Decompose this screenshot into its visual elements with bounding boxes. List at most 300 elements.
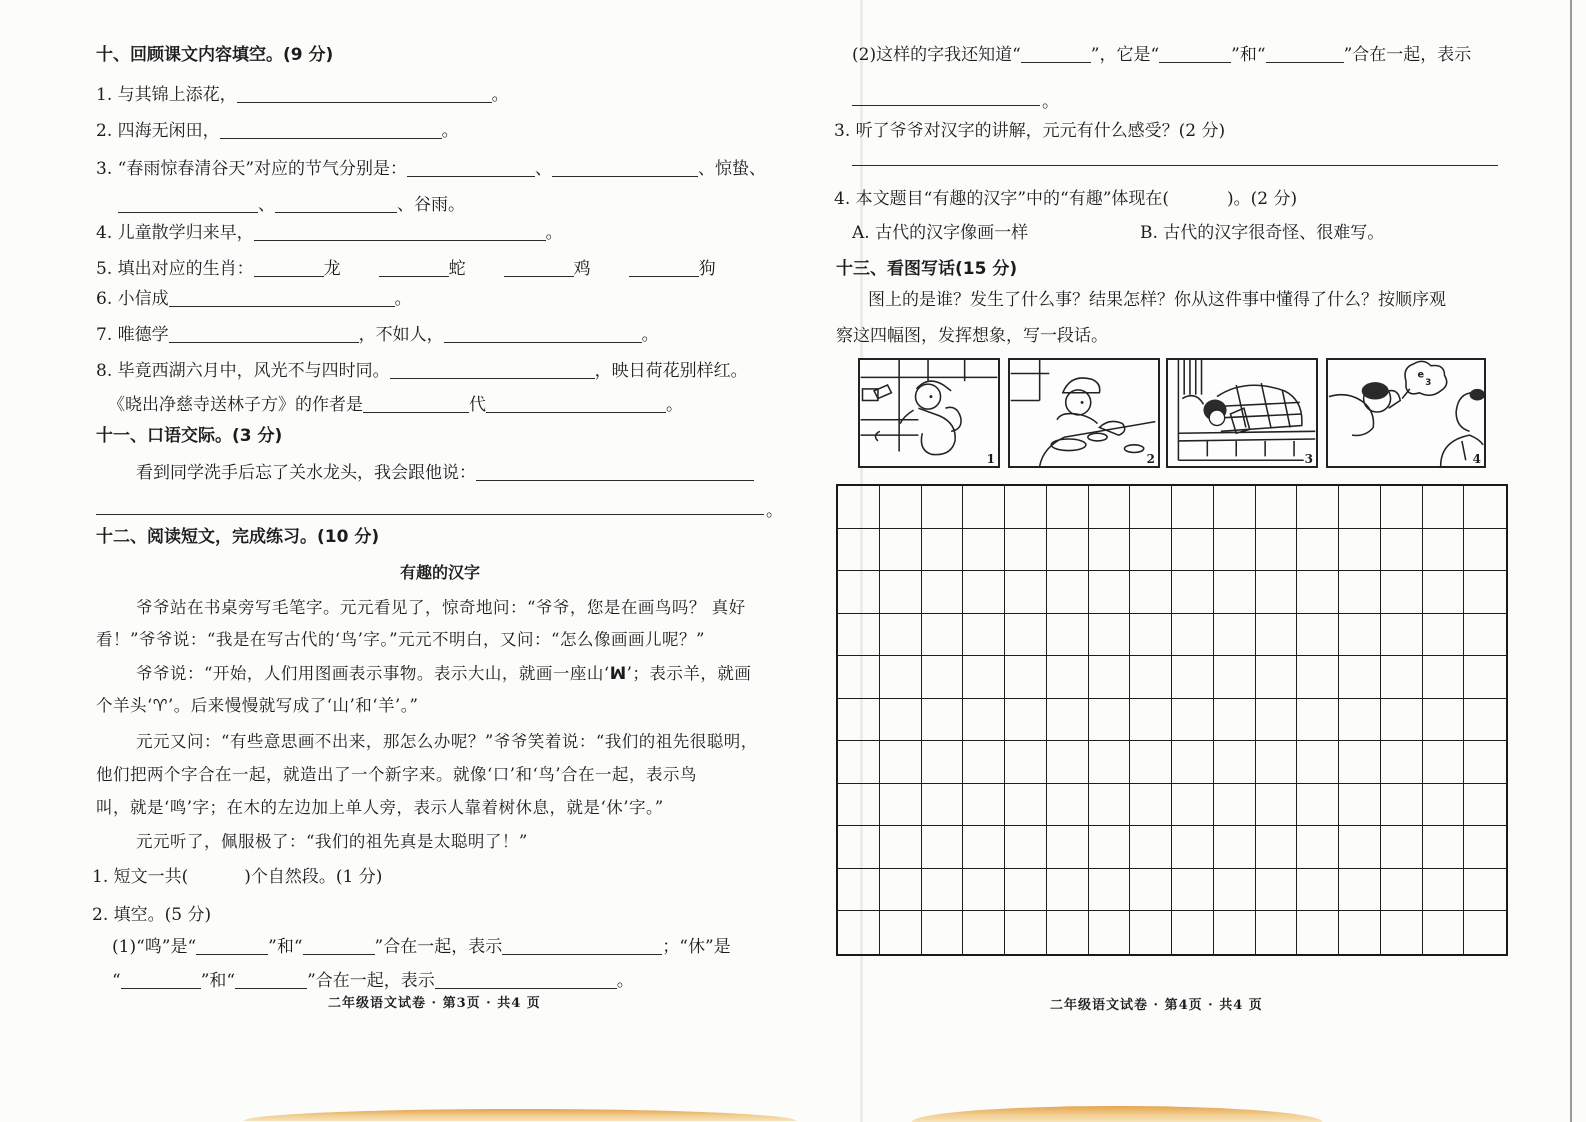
writing-cell[interactable] — [1381, 911, 1423, 954]
answer-blank[interactable] — [629, 259, 699, 277]
question-12-3: 3. 听了爷爷对汉字的讲解，元元有什么感受？(2 分) — [834, 121, 1226, 141]
question-text: ”和“ — [268, 937, 303, 957]
writing-cell[interactable] — [1381, 571, 1423, 614]
question-text: ”合在一起，表示 — [307, 971, 435, 991]
answer-blank[interactable] — [169, 289, 395, 307]
writing-cell[interactable] — [1005, 614, 1047, 657]
writing-cell[interactable] — [1381, 699, 1423, 742]
writing-cell[interactable] — [1214, 869, 1256, 912]
writing-cell[interactable] — [922, 656, 964, 699]
writing-cell[interactable] — [1089, 869, 1131, 912]
answer-blank[interactable] — [552, 159, 698, 177]
author-blank[interactable] — [486, 395, 666, 413]
question-text: ，映日荷花别样红。 — [594, 361, 748, 381]
writing-cell[interactable] — [922, 911, 964, 954]
writing-cell[interactable] — [1214, 826, 1256, 869]
writing-cell[interactable] — [1423, 741, 1465, 784]
writing-cell[interactable] — [963, 699, 1005, 742]
writing-cell[interactable] — [1464, 656, 1506, 699]
dynasty-blank[interactable] — [363, 395, 469, 413]
writing-cell[interactable] — [1130, 529, 1172, 572]
punct: 。 — [441, 121, 459, 141]
writing-cell[interactable] — [1089, 656, 1131, 699]
answer-blank[interactable] — [1159, 45, 1231, 63]
passage-text: ’。后来慢慢就写成了‘山’和‘羊’。” — [168, 696, 419, 715]
writing-cell[interactable] — [1130, 571, 1172, 614]
writing-cell[interactable] — [1464, 911, 1506, 954]
writing-cell[interactable] — [1005, 826, 1047, 869]
writing-cell[interactable] — [1423, 699, 1465, 742]
writing-cell[interactable] — [1297, 571, 1339, 614]
writing-cell[interactable] — [838, 826, 880, 869]
writing-cell[interactable] — [1005, 869, 1047, 912]
panel-number: 4 — [1472, 452, 1481, 466]
writing-cell[interactable] — [1339, 486, 1381, 529]
question-text: 3. “春雨惊春清谷天”对应的节气分别是： — [96, 159, 408, 179]
writing-cell[interactable] — [1130, 614, 1172, 657]
writing-cell[interactable] — [1089, 571, 1131, 614]
writing-cell[interactable] — [1464, 614, 1506, 657]
answer-blank[interactable] — [118, 195, 258, 213]
punct: 。 — [1042, 92, 1059, 112]
writing-cell[interactable] — [1172, 656, 1214, 699]
writing-cell[interactable] — [1214, 741, 1256, 784]
writing-cell[interactable] — [1256, 529, 1298, 572]
writing-cell[interactable] — [1005, 529, 1047, 572]
passage-text: ’；表示羊，就画 — [626, 664, 752, 683]
writing-cell[interactable] — [1214, 529, 1256, 572]
question-text: ”和“ — [1231, 45, 1266, 65]
panel-number: 1 — [986, 452, 995, 466]
question-text: 4. 本文题目“有趣的汉字”中的“有趣”体现在( — [834, 189, 1170, 209]
question-10-5 — [96, 258, 716, 280]
writing-cell[interactable] — [1130, 486, 1172, 529]
sheep-pictogram-icon: ♈ — [152, 696, 169, 715]
question-text: ”，它是“ — [1090, 45, 1160, 65]
writing-cell[interactable] — [1047, 911, 1089, 954]
punct: 。 — [394, 289, 412, 309]
writing-cell[interactable] — [922, 571, 964, 614]
writing-cell[interactable] — [1339, 826, 1381, 869]
writing-cell[interactable] — [1172, 911, 1214, 954]
writing-cell[interactable] — [880, 614, 922, 657]
writing-cell[interactable] — [1423, 826, 1465, 869]
question-text: 4. 儿童散学归来早， — [96, 223, 254, 243]
passage-p3-l1: 元元又问：“有些意思画不出来，那怎么办呢？”爷爷笑着说：“我们的祖先很聪明， — [136, 732, 758, 751]
question-text: 8. 毕竟西湖六月中，风光不与四时同。 — [96, 361, 390, 381]
question-text: “ — [112, 971, 121, 991]
writing-cell[interactable] — [838, 911, 880, 954]
question-text: 《晓出净慈寺送林子方》的作者是 — [108, 395, 363, 415]
writing-cell[interactable] — [1089, 614, 1131, 657]
writing-cell[interactable] — [1172, 529, 1214, 572]
question-text: 1. 短文一共( — [92, 867, 189, 887]
page-4-footer: 二年级语文试卷 · 第4页 · 共4 页 — [1050, 998, 1263, 1013]
writing-cell[interactable] — [1297, 656, 1339, 699]
comic-panel-2 — [1008, 358, 1160, 468]
writing-cell[interactable] — [880, 656, 922, 699]
passage-text: 爷爷说：“开始，人们用图画表示事物。表示大山，就画一座山‘ — [136, 664, 610, 683]
writing-cell[interactable] — [1172, 741, 1214, 784]
writing-cell[interactable] — [922, 699, 964, 742]
writing-cell[interactable] — [1297, 869, 1339, 912]
writing-cell[interactable] — [1423, 529, 1465, 572]
writing-cell[interactable] — [1005, 699, 1047, 742]
writing-cell[interactable] — [1297, 741, 1339, 784]
writing-cell[interactable] — [880, 571, 922, 614]
writing-cell[interactable] — [1464, 486, 1506, 529]
passage-text: 个羊头‘ — [96, 696, 153, 715]
question-text: (1)“鸣”是“ — [112, 937, 197, 957]
writing-cell[interactable] — [963, 869, 1005, 912]
writing-cell[interactable] — [1047, 741, 1089, 784]
writing-cell[interactable] — [1423, 656, 1465, 699]
writing-cell[interactable] — [1464, 741, 1506, 784]
writing-cell[interactable] — [1256, 656, 1298, 699]
writing-cell[interactable] — [838, 571, 880, 614]
writing-cell[interactable] — [963, 614, 1005, 657]
answer-blank[interactable] — [407, 159, 535, 177]
writing-cell[interactable] — [1339, 869, 1381, 912]
writing-cell[interactable] — [880, 826, 922, 869]
passage-title: 有趣的汉字 — [400, 563, 481, 582]
writing-cell[interactable] — [1339, 656, 1381, 699]
writing-cell[interactable] — [1130, 869, 1172, 912]
boy-at-faucet-illustration — [860, 360, 998, 466]
answer-blank[interactable] — [196, 937, 268, 955]
writing-cell[interactable] — [1172, 699, 1214, 742]
answer-blank[interactable] — [504, 259, 574, 277]
writing-cell[interactable] — [880, 699, 922, 742]
writing-cell[interactable] — [1172, 784, 1214, 827]
writing-cell[interactable] — [922, 826, 964, 869]
answer-blank[interactable] — [220, 121, 442, 139]
writing-cell[interactable] — [1130, 911, 1172, 954]
question-text: ”合在一起，表示 — [1343, 45, 1472, 65]
writing-cell[interactable] — [1464, 529, 1506, 572]
answer-blank[interactable] — [121, 971, 201, 989]
boy-sick-in-bed-illustration — [1168, 360, 1316, 466]
question-text: 、惊蛰、 — [698, 159, 767, 179]
writing-cell[interactable] — [880, 869, 922, 912]
answer-blank[interactable] — [254, 259, 324, 277]
writing-cell[interactable] — [880, 486, 922, 529]
writing-cell[interactable] — [1172, 571, 1214, 614]
writing-cell[interactable] — [1047, 784, 1089, 827]
writing-cell[interactable] — [1423, 571, 1465, 614]
writing-cell[interactable] — [1256, 784, 1298, 827]
writing-cell[interactable] — [1130, 784, 1172, 827]
question-12-2-2 — [852, 44, 1471, 66]
writing-cell[interactable] — [963, 656, 1005, 699]
passage-p4: 元元听了，佩服极了：“我们的祖先真是太聪明了！” — [136, 832, 528, 851]
writing-cell[interactable] — [1130, 656, 1172, 699]
comic-panel-1 — [858, 358, 1000, 468]
writing-cell[interactable] — [1297, 699, 1339, 742]
writing-cell[interactable] — [1464, 869, 1506, 912]
section-12-heading: 十二、阅读短文，完成练习。(10 分) — [96, 527, 380, 547]
writing-cell[interactable] — [1339, 911, 1381, 954]
writing-cell[interactable] — [1047, 571, 1089, 614]
question-12-2-heading: 2. 填空。(5 分) — [92, 905, 212, 925]
passage-p3-l2: 他们把两个字合在一起，就造出了一个新字来。就像‘口’和‘鸟’合在一起，表示鸟 — [96, 765, 697, 784]
question-text: 看到同学洗手后忘了关水龙头，我会跟他说： — [136, 463, 476, 483]
writing-cell[interactable] — [1005, 784, 1047, 827]
writing-cell[interactable] — [838, 529, 880, 572]
writing-cell[interactable] — [1423, 614, 1465, 657]
answer-line[interactable] — [96, 514, 764, 515]
writing-cell[interactable] — [1256, 826, 1298, 869]
writing-cell[interactable] — [1005, 656, 1047, 699]
writing-cell[interactable] — [1172, 486, 1214, 529]
writing-cell[interactable] — [1339, 571, 1381, 614]
writing-cell[interactable] — [963, 784, 1005, 827]
writing-cell[interactable] — [1089, 699, 1131, 742]
writing-cell[interactable] — [838, 784, 880, 827]
svg-text:e: e — [1417, 369, 1425, 381]
answer-blank[interactable] — [435, 971, 617, 989]
writing-cell[interactable] — [1130, 699, 1172, 742]
question-10-2 — [96, 120, 459, 142]
option-b[interactable]: B. 古代的汉字很奇怪、很难写。 — [1140, 223, 1385, 243]
writing-cell[interactable] — [1381, 486, 1423, 529]
question-text: )。(2 分) — [1227, 189, 1298, 209]
panel-number: 3 — [1304, 452, 1313, 466]
writing-cell[interactable] — [963, 826, 1005, 869]
writing-cell[interactable] — [922, 741, 964, 784]
answer-blank[interactable] — [237, 85, 492, 103]
question-text: ，不如人， — [358, 325, 444, 345]
writing-grid[interactable] — [836, 484, 1508, 956]
question-10-3 — [96, 158, 766, 180]
answer-blank[interactable] — [379, 259, 449, 277]
zodiac-snake: 蛇 — [448, 259, 466, 279]
punct: 。 — [666, 395, 683, 415]
writing-cell[interactable] — [1130, 826, 1172, 869]
question-text: )个自然段。(1 分) — [244, 867, 383, 887]
writing-cell[interactable] — [1381, 826, 1423, 869]
zodiac-dog: 狗 — [698, 259, 716, 279]
writing-cell[interactable] — [963, 911, 1005, 954]
writing-cell[interactable] — [1047, 614, 1089, 657]
writing-cell[interactable] — [880, 741, 922, 784]
writing-cell[interactable] — [1256, 486, 1298, 529]
answer-blank[interactable] — [303, 937, 375, 955]
scan-edge-line — [1570, 0, 1572, 1122]
writing-cell[interactable] — [1130, 741, 1172, 784]
writing-cell[interactable] — [1423, 784, 1465, 827]
writing-cell[interactable] — [1339, 784, 1381, 827]
writing-cell[interactable] — [1381, 741, 1423, 784]
writing-cell[interactable] — [1005, 486, 1047, 529]
section-13-instructions-l1: 图上的是谁？发生了什么事？结果怎样？你从这件事中懂得了什么？按顺序观 — [868, 290, 1446, 310]
writing-cell[interactable] — [1381, 614, 1423, 657]
question-12-1 — [92, 866, 382, 888]
writing-cell[interactable] — [1089, 911, 1131, 954]
writing-cell[interactable] — [1047, 486, 1089, 529]
writing-cell[interactable] — [1297, 826, 1339, 869]
writing-cell[interactable] — [880, 529, 922, 572]
page-3-footer: 二年级语文试卷 · 第3页 · 共4 页 — [328, 996, 541, 1011]
boy-eating-illustration — [1010, 360, 1158, 466]
writing-cell[interactable] — [922, 784, 964, 827]
writing-cell[interactable] — [880, 784, 922, 827]
option-a[interactable]: A. 古代的汉字像画一样 — [852, 223, 1029, 243]
writing-cell[interactable] — [922, 614, 964, 657]
writing-cell[interactable] — [963, 529, 1005, 572]
question-12-2-1-l2 — [112, 970, 634, 992]
writing-cell[interactable] — [963, 571, 1005, 614]
answer-blank[interactable] — [1021, 45, 1091, 63]
writing-cell[interactable] — [1172, 869, 1214, 912]
passage-p3-l3: 叫，就是‘鸣’字；在木的左边加上单人旁，表示人靠着树休息，就是‘休’字。” — [96, 798, 664, 817]
writing-cell[interactable] — [1464, 826, 1506, 869]
writing-cell[interactable] — [1214, 486, 1256, 529]
passage-p1-l2: 看！”爷爷说：“我是在写古代的‘鸟’字。”元元不明白，又问：“怎么像画画儿呢？” — [96, 630, 705, 649]
panel-number: 2 — [1146, 452, 1155, 466]
writing-cell[interactable] — [1297, 911, 1339, 954]
answer-blank[interactable] — [476, 463, 754, 481]
answer-blank[interactable] — [502, 937, 662, 955]
question-text: 代 — [469, 395, 486, 415]
mountain-pictogram-icon: ꟽ — [609, 664, 627, 683]
writing-cell[interactable] — [838, 486, 880, 529]
writing-cell[interactable] — [1047, 826, 1089, 869]
writing-cell[interactable] — [922, 529, 964, 572]
writing-cell[interactable] — [1214, 784, 1256, 827]
writing-cell[interactable] — [1256, 571, 1298, 614]
comic-strip — [858, 358, 1488, 468]
writing-cell[interactable] — [1214, 614, 1256, 657]
section-10-heading: 十、回顾课文内容填空。(9 分) — [96, 45, 334, 65]
writing-cell[interactable] — [1214, 911, 1256, 954]
question-12-2-1-l1 — [112, 936, 731, 958]
answer-blank[interactable] — [254, 223, 546, 241]
writing-cell[interactable] — [1214, 571, 1256, 614]
answer-line[interactable] — [852, 105, 1040, 106]
section-13-instructions-l2: 察这四幅图，发挥想象，写一段话。 — [836, 326, 1108, 346]
writing-cell[interactable] — [838, 656, 880, 699]
writing-cell[interactable] — [1005, 571, 1047, 614]
passage-p2-l2 — [96, 695, 418, 717]
question-text: 、谷雨。 — [397, 195, 465, 215]
writing-cell[interactable] — [1423, 486, 1465, 529]
writing-cell[interactable] — [1339, 699, 1381, 742]
writing-cell[interactable] — [1464, 699, 1506, 742]
writing-cell[interactable] — [1381, 529, 1423, 572]
writing-cell[interactable] — [1172, 826, 1214, 869]
writing-cell[interactable] — [1256, 869, 1298, 912]
writing-cell[interactable] — [1339, 529, 1381, 572]
punct: 、 — [535, 159, 553, 179]
writing-cell[interactable] — [1089, 826, 1131, 869]
answer-blank[interactable] — [235, 971, 307, 989]
question-10-8 — [96, 360, 748, 382]
writing-cell[interactable] — [1256, 911, 1298, 954]
zodiac-rooster: 鸡 — [573, 259, 591, 279]
writing-cell[interactable] — [838, 614, 880, 657]
svg-text:3: 3 — [1425, 378, 1432, 389]
writing-cell[interactable] — [1381, 656, 1423, 699]
question-text: 6. 小信成 — [96, 289, 169, 309]
punct: 、 — [258, 195, 275, 215]
punct: 。 — [545, 223, 563, 243]
writing-cell[interactable] — [1339, 741, 1381, 784]
writing-cell[interactable] — [1256, 614, 1298, 657]
writing-cell[interactable] — [1089, 529, 1131, 572]
answer-blank[interactable] — [169, 325, 359, 343]
writing-cell[interactable] — [1005, 911, 1047, 954]
question-text: 5. 填出对应的生肖： — [96, 259, 254, 279]
question-12-4 — [834, 188, 1297, 210]
comic-panel-4 — [1326, 358, 1486, 468]
writing-cell[interactable] — [1047, 529, 1089, 572]
writing-cell[interactable] — [1297, 784, 1339, 827]
writing-cell[interactable] — [1423, 911, 1465, 954]
answer-blank[interactable] — [444, 325, 642, 343]
writing-cell[interactable] — [1256, 699, 1298, 742]
answer-blank[interactable] — [390, 361, 595, 379]
writing-cell[interactable] — [922, 869, 964, 912]
writing-cell[interactable] — [1464, 571, 1506, 614]
writing-cell[interactable] — [1297, 529, 1339, 572]
question-10-4 — [96, 222, 563, 244]
writing-cell[interactable] — [880, 911, 922, 954]
answer-blank[interactable] — [1266, 45, 1344, 63]
answer-blank[interactable] — [275, 195, 397, 213]
passage-p1-l1: 爷爷站在书桌旁写毛笔字。元元看见了，惊奇地问：“爷爷，您是在画鸟吗？ 真好 — [136, 598, 746, 617]
question-text: ”和“ — [200, 971, 236, 991]
writing-cell[interactable] — [838, 699, 880, 742]
writing-cell[interactable] — [1381, 784, 1423, 827]
writing-cell[interactable] — [1047, 656, 1089, 699]
punct: 。 — [766, 501, 783, 521]
question-10-3-cont — [118, 194, 465, 216]
question-text: ”合在一起，表示 — [374, 937, 503, 957]
writing-cell[interactable] — [1047, 699, 1089, 742]
writing-cell[interactable] — [1464, 784, 1506, 827]
writing-cell[interactable] — [1089, 741, 1131, 784]
writing-cell[interactable] — [963, 486, 1005, 529]
writing-cell[interactable] — [1089, 486, 1131, 529]
question-10-1 — [96, 84, 509, 106]
writing-cell[interactable] — [1256, 741, 1298, 784]
question-text: ；“休”是 — [662, 937, 731, 957]
writing-cell[interactable] — [1381, 869, 1423, 912]
writing-cell[interactable] — [1214, 656, 1256, 699]
writing-cell[interactable] — [1005, 741, 1047, 784]
punct: 。 — [641, 325, 659, 345]
writing-cell[interactable] — [922, 486, 964, 529]
question-text: 1. 与其锦上添花， — [96, 85, 237, 105]
writing-cell[interactable] — [1423, 869, 1465, 912]
question-10-8-author — [108, 394, 683, 416]
writing-cell[interactable] — [1172, 614, 1214, 657]
answer-line[interactable] — [852, 165, 1498, 166]
writing-cell[interactable] — [838, 741, 880, 784]
writing-cell[interactable] — [1214, 699, 1256, 742]
writing-cell[interactable] — [1047, 869, 1089, 912]
writing-cell[interactable] — [963, 741, 1005, 784]
writing-cell[interactable] — [1339, 614, 1381, 657]
writing-cell[interactable] — [1297, 614, 1339, 657]
writing-cell[interactable] — [838, 869, 880, 912]
writing-cell[interactable] — [1089, 784, 1131, 827]
question-text: 7. 唯德学 — [96, 325, 169, 345]
section-13-heading: 十三、看图写话(15 分) — [836, 259, 1018, 279]
writing-cell[interactable] — [1297, 486, 1339, 529]
question-text: (2)这样的字我还知道“ — [852, 45, 1021, 65]
